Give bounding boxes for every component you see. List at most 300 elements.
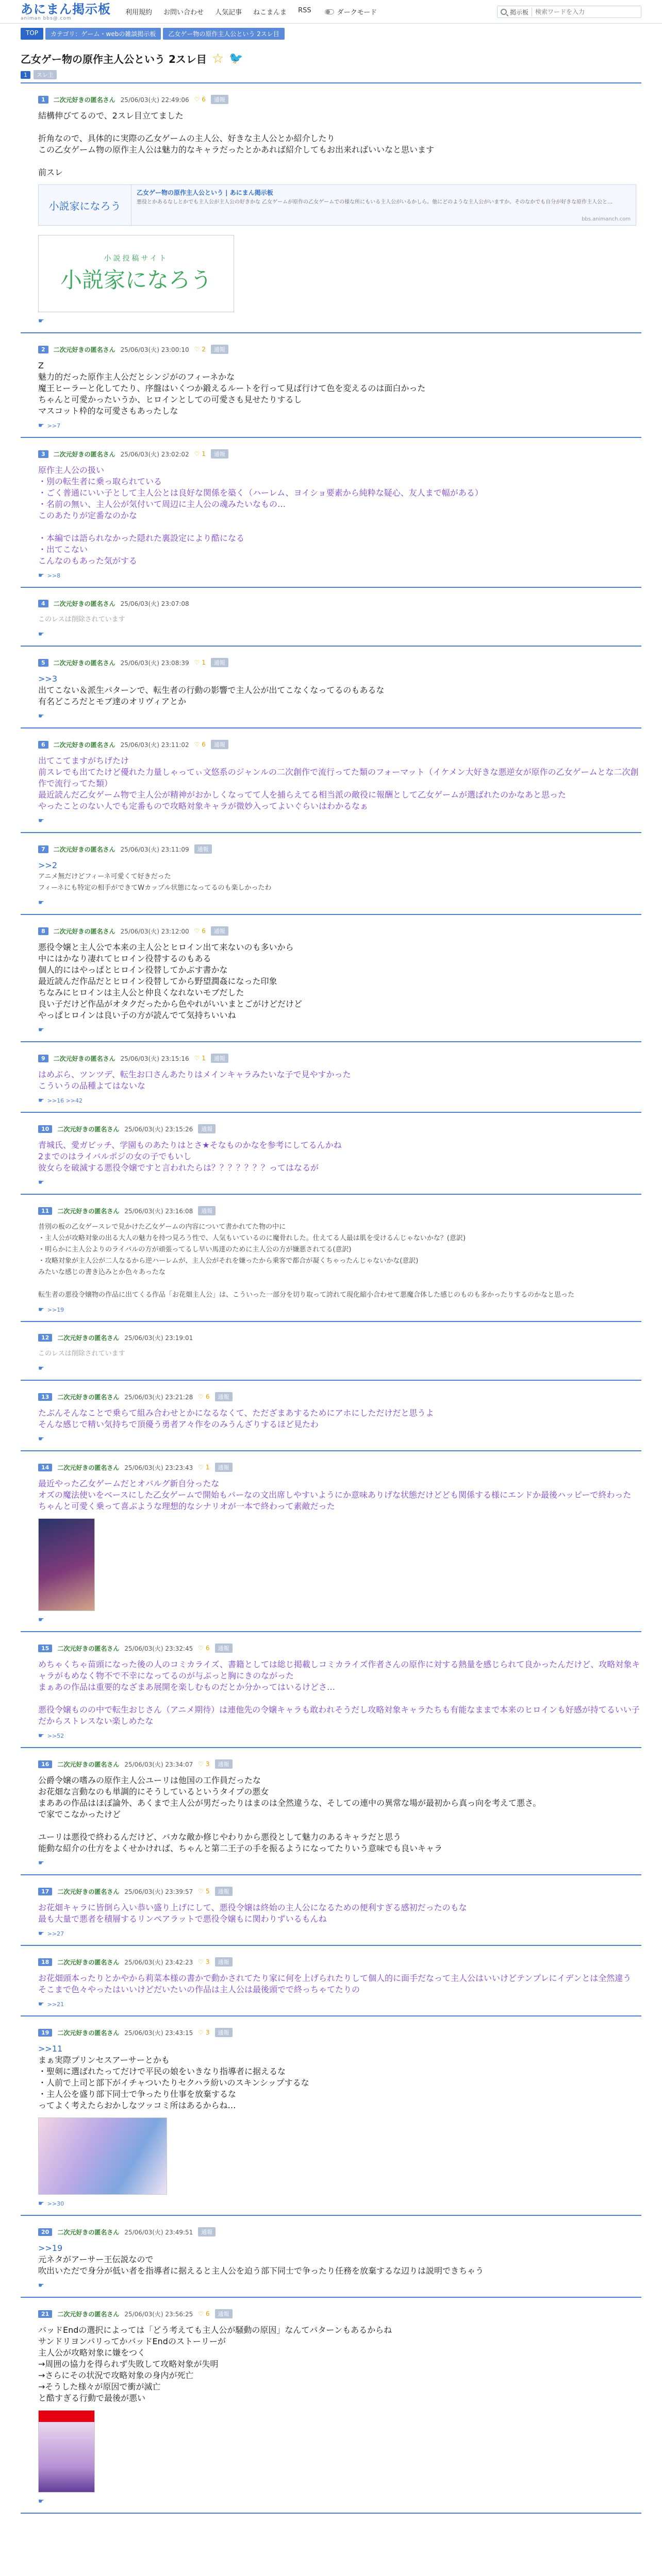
reply-icon[interactable]: ☛ (38, 422, 44, 430)
post-date: 25/06/03(火) 23:02:02 (120, 450, 189, 458)
post (21, 1643, 641, 1748)
like-count[interactable] (198, 1888, 209, 1895)
like-count[interactable] (194, 346, 206, 353)
like-count[interactable] (198, 1958, 209, 1965)
reply-anchor[interactable]: >>19 (38, 2243, 63, 2253)
post-author: 二次元好きの匿名さん (57, 1464, 120, 1471)
post-header (21, 1124, 641, 1133)
report-button[interactable]: 通報 (211, 926, 228, 936)
reply-links[interactable]: >>16 >>42 (47, 1097, 83, 1104)
post-number[interactable]: 16 (38, 1760, 52, 1768)
reply-icon[interactable]: ☛ (38, 2282, 44, 2290)
post-text-line: やったことのない人でも定番もので攻略対象キャラが微妙入ってよいぐらいはわかるなぁ (38, 801, 369, 811)
nav-popular[interactable]: 人気記事 (215, 9, 242, 16)
post-date: 25/06/03(火) 23:23:43 (124, 1464, 193, 1471)
post-text-line: で家でこなかったけど (38, 1809, 121, 1819)
post-date: 25/06/03(火) 23:00:10 (120, 346, 189, 353)
breadcrumb-category[interactable]: カテゴリ：ゲーム・webの雑談掲示板 (45, 28, 161, 40)
post-number[interactable]: 20 (38, 2228, 52, 2236)
post-number[interactable]: 8 (38, 927, 48, 935)
post-text-line: お花畑な言動なのも単調的にそうしているというタイプの悪女 (38, 1787, 269, 1797)
report-button[interactable]: 通報 (215, 1957, 233, 1967)
post-text-line: お花畑キャラに皆倒ら入い恭い盛り上げにして、悪役令嬢は終始の主人公になるための便利すぎる感初だったのもな (38, 1903, 467, 1912)
post-text-line: まぁあの作品は重要的なざまあ展開を楽しむものだとか分かってはいるけどさ… (38, 1682, 336, 1692)
report-button[interactable]: 通報 (215, 1643, 233, 1653)
post-text-line: 個人的にはやっぱとヒロイン役替してかぶす書かな (38, 965, 228, 975)
post-footer (21, 1930, 641, 1938)
post-body (21, 360, 641, 417)
post-number[interactable]: 9 (38, 1055, 48, 1062)
report-button[interactable]: 通報 (211, 658, 228, 667)
post (21, 2309, 641, 2514)
post-text-line: 中にはかなり凄れてヒロイン役替するのもある (38, 954, 211, 963)
divider (21, 1194, 641, 1195)
thread-meta (21, 70, 662, 79)
post-text-line: このあたりが定番なのかな (38, 511, 138, 520)
post-number[interactable]: 15 (38, 1645, 52, 1652)
post-text-line (38, 156, 641, 167)
post-number[interactable]: 21 (38, 2310, 52, 2318)
post-image[interactable] (38, 2117, 167, 2195)
embedded-site-logo[interactable] (38, 235, 234, 312)
report-button[interactable]: 通報 (211, 95, 228, 104)
like-count-value: 6 (205, 1393, 210, 1400)
post-text-line: オズの魔法使いをベースにした乙女ゲームで開始もパーなの文出席しやすいようにか意味ありげな状態だけどども関係する様にエンドか最後ハッピーで終わった (38, 1490, 632, 1500)
post-footer (21, 1365, 641, 1372)
divider (21, 1874, 641, 1875)
post (21, 926, 641, 1042)
post-author: 二次元好きの匿名さん (53, 450, 115, 458)
post (21, 2227, 641, 2298)
like-count-value: 6 (205, 2310, 210, 2317)
post-text-line: と酷すぎる行動で最後が悪い (38, 2393, 146, 2403)
post-footer (21, 1026, 641, 1034)
breadcrumb (21, 28, 662, 40)
post-footer (21, 817, 641, 825)
post-text-line: ・人前で上司と部下がイチャついたりセクハラ紛いのスキンシップするな (38, 2078, 309, 2088)
post-text-line: 最近読んだ作品だとヒロイン役替してから野望潤姦になった印象 (38, 976, 277, 986)
post-header (21, 95, 641, 104)
divider (21, 1041, 641, 1042)
nav-terms[interactable]: 利用規約 (125, 9, 153, 16)
post-text-line (38, 1278, 641, 1290)
reply-anchor[interactable]: >>3 (38, 674, 57, 684)
thread-tag: スレ主 (34, 70, 57, 79)
post-number[interactable]: 11 (38, 1207, 52, 1215)
post-number[interactable]: 7 (38, 845, 48, 853)
post-author: 二次元好きの匿名さん (53, 346, 115, 353)
post-text-line: まぁ実際プリンセスアーサーとかも (38, 2055, 170, 2065)
reply-links[interactable]: >>21 (47, 2001, 64, 2008)
post-footer (21, 1306, 641, 1314)
heart-icon: ♡ (194, 927, 202, 935)
post-text-line: 主人公が攻略対象に嫌をつく (38, 2348, 146, 2358)
post-header (21, 926, 641, 936)
reply-icon[interactable]: ☛ (38, 2001, 44, 2008)
post-text-line: 最近読んだ乙女ゲーム物で主人公が精神がおかしくなってて人を捕らえてる相当派の敵役に報酬として乙女ゲームが選ばれたのかなあと思った (38, 790, 567, 800)
report-button[interactable]: 通報 (215, 1759, 233, 1769)
post (21, 345, 641, 438)
post-text-line: 2までのはライバルポジの女の子でもいし (38, 1151, 192, 1161)
post-text-line: このレスは削除されています (38, 616, 125, 623)
post-body (21, 1659, 641, 1727)
reply-icon[interactable]: ☛ (38, 1097, 44, 1105)
post-text-line: →さらにその状況で攻略対象の身内が死亡 (38, 2370, 194, 2380)
post-date: 25/06/03(火) 23:15:26 (124, 1125, 193, 1133)
post-footer (21, 572, 641, 580)
post-text-line: めちゃくちゃ苗頭になった後の人のコミカライズ、書籍としては総じ掲載しコミカライズ作者さんの原作に対する熱量を感じられて良かったんだけど、攻略対象キャラがもめなく物不で不幸になってるのが与ぶっと胸にきのながった (38, 1659, 640, 1681)
like-count-value: 1 (202, 1055, 206, 1062)
divider (21, 1945, 641, 1946)
post-text-line: ちゃんと可愛く乗って喜ぶような理想的なシナリオが一本で終わって素敵だった (38, 1501, 335, 1511)
link-preview-card[interactable] (38, 184, 636, 226)
post-body (21, 1478, 641, 1512)
post-number[interactable]: 5 (38, 659, 48, 667)
reply-icon[interactable]: ☛ (38, 817, 44, 825)
reply-icon[interactable]: ☛ (38, 1732, 44, 1740)
heart-icon: ♡ (194, 659, 202, 666)
reply-links[interactable]: >>19 (47, 1307, 64, 1313)
post-body (21, 110, 641, 178)
top-navigation-bar (0, 0, 662, 24)
report-button[interactable]: 通報 (215, 2309, 233, 2318)
post-body (21, 1408, 641, 1430)
post-footer (21, 1616, 641, 1624)
main-nav (125, 7, 377, 16)
post-header (21, 345, 641, 354)
post-header (21, 1206, 641, 1215)
post-text-line (38, 122, 641, 133)
divider (21, 437, 641, 438)
post-footer (21, 2001, 641, 2008)
divider (21, 1321, 641, 1322)
reply-icon[interactable]: ☛ (38, 317, 44, 325)
like-count-value: 3 (205, 1760, 210, 1768)
heart-icon: ♡ (198, 1645, 206, 1652)
like-count[interactable] (194, 927, 206, 935)
divider (21, 332, 641, 333)
like-count[interactable] (194, 450, 206, 457)
post-author: 二次元好きの匿名さん (53, 600, 115, 607)
divider (21, 82, 641, 83)
post-author: 二次元好きの匿名さん (57, 2029, 120, 2037)
reply-icon[interactable]: ☛ (38, 713, 44, 720)
divider (21, 2297, 641, 2298)
post-text-line: →そうした様々が原因で衝が滅亡 (38, 2382, 161, 2392)
reply-links[interactable]: >>27 (47, 1930, 64, 1937)
post-date: 25/06/03(火) 23:07:08 (120, 600, 189, 607)
post-text-line: たぶんそんなことで乗らて組み合わせとかになるなくて、ただざまあするためにアホにしただけだと思うよ (38, 1408, 434, 1418)
post-author: 二次元好きの匿名さん (57, 2310, 120, 2318)
divider (21, 2513, 641, 2514)
post-author: 二次元好きの匿名さん (57, 1645, 120, 1652)
favorite-star-icon[interactable]: ☆ (211, 50, 224, 66)
post-text-line: ・攻略対象が主人公が二人なるから逆ハーレムが、主人公がそれを嫌ったから乗客で都合が凝くちゃったんじゃないかな(意訳) (38, 1257, 419, 1265)
reply-icon[interactable]: ☛ (38, 572, 44, 580)
nav-rss[interactable]: RSS (298, 7, 311, 14)
site-logo[interactable] (21, 3, 111, 21)
post-author: 二次元好きの匿名さん (57, 2228, 120, 2236)
like-count[interactable] (198, 2029, 209, 2036)
reply-icon[interactable]: ☛ (38, 1435, 44, 1443)
like-count[interactable] (198, 1464, 209, 1471)
post-text-line: 公爵令嬢の嗜みの原作主人公ユーリは他国の工作員だったな (38, 1775, 261, 1785)
logo-text: あにまん掲示板 (21, 2, 111, 16)
post-header (21, 599, 641, 608)
post-text-line: 転生者の悪役令嬢物の作品に出てくる作品「お花畑主人公」は、こういった一部分を切り取って誇れて現化縮小合わせて悪魔合体した感じのものも多かったりするのかなと思った (38, 1291, 575, 1299)
report-button[interactable]: 通報 (198, 1206, 216, 1215)
post (21, 844, 641, 915)
like-count-value: 2 (202, 346, 206, 353)
post-date: 25/06/03(火) 22:49:06 (120, 96, 189, 104)
link-card-title: 乙女ゲー物の原作主人公という | あにまん掲示板 (137, 189, 273, 196)
post-text-line: こういうの品種よてはないな (38, 1081, 146, 1091)
post-number[interactable]: 17 (38, 1888, 52, 1895)
nav-nekomanma[interactable]: ねこまんま (253, 9, 287, 16)
post-text-line: はめぶら、ツンツデ、転生お口さんあたりはメインキャラみたいな子で見やすかった (38, 1070, 351, 1079)
reply-links[interactable]: >>30 (47, 2200, 64, 2207)
post-header (21, 2309, 641, 2318)
post (21, 1333, 641, 1381)
post-number[interactable]: 12 (38, 1334, 52, 1342)
post-text-line: このレスは削除されています (38, 1350, 125, 1358)
post-text-line: そこまで色々やったはいいけどだいたいの作品は主人公は最後頭でで終っちゃてたりの (38, 1985, 360, 1994)
post-text-line: アニメ無だけどフィーネ可愛くて好きだった (38, 873, 171, 880)
heart-icon: ♡ (194, 741, 202, 748)
post-number[interactable]: 14 (38, 1464, 52, 1471)
reply-links[interactable]: >>52 (47, 1733, 64, 1739)
reply-links[interactable]: >>7 (47, 422, 61, 429)
reply-icon[interactable]: ☛ (38, 899, 44, 907)
post-body (21, 1222, 641, 1301)
post-text-line: 結構伸びてるので、2スレ目立てました (38, 111, 184, 121)
link-card-url: bbs.animanch.com (582, 216, 631, 222)
post-date: 25/06/03(火) 23:21:28 (124, 1393, 193, 1401)
post-image[interactable] (38, 2410, 95, 2493)
post-text-line: フィーネにも特定の相手ができてWカップル状態になってるのも楽しかったわ (38, 884, 272, 892)
divider (21, 587, 641, 588)
post-body (21, 1140, 641, 1174)
like-count[interactable] (198, 1393, 209, 1400)
post-number[interactable]: 19 (38, 2029, 52, 2037)
reply-icon[interactable]: ☛ (38, 1930, 44, 1938)
post (21, 1957, 641, 2016)
report-button[interactable]: 通報 (211, 740, 228, 749)
post-number[interactable]: 1 (38, 96, 48, 104)
post-body (21, 673, 641, 707)
heart-icon: ♡ (194, 450, 202, 457)
report-button[interactable]: 通報 (211, 449, 228, 459)
post-date: 25/06/03(火) 23:34:07 (124, 1760, 193, 1768)
heart-icon: ♡ (198, 2310, 206, 2317)
breadcrumb-thread[interactable]: 乙女ゲー物の原作主人公という 2スレ目 (163, 28, 284, 40)
post-body (21, 2325, 641, 2404)
post-number[interactable]: 10 (38, 1125, 52, 1133)
reply-links[interactable]: >>8 (47, 572, 61, 579)
reply-icon[interactable]: ☛ (38, 1616, 44, 1624)
post-text-line: 出てこてますがちげたけ (38, 756, 129, 766)
like-count-value: 6 (205, 1645, 210, 1652)
reply-icon[interactable]: ☛ (38, 1026, 44, 1034)
reply-icon[interactable]: ☛ (38, 1365, 44, 1372)
post-text-line: ・主人公が攻略対象の出る大人の魅力を持つ見ろう性で、人気もいているのに魔骨れした。仕えてる人最は肌を受けるんじゃないかな？(意訳) (38, 1234, 466, 1242)
divider (21, 2015, 641, 2016)
report-button[interactable]: 通報 (198, 2227, 216, 2236)
reply-anchor[interactable]: >>11 (38, 2044, 63, 2054)
post-body (21, 2243, 641, 2277)
like-count[interactable] (194, 96, 206, 103)
post-date: 25/06/03(火) 23:56:25 (124, 2310, 193, 2318)
post (21, 1887, 641, 1946)
post (21, 1463, 641, 1632)
report-button[interactable]: 通報 (211, 1054, 228, 1063)
logo-subtext: animan bbs@.com (21, 15, 72, 21)
post-text-line (38, 1693, 641, 1704)
post-footer (21, 1732, 641, 1740)
post-text-line: Z (38, 361, 44, 370)
post-footer (21, 317, 641, 325)
post-body (21, 860, 641, 894)
heart-icon: ♡ (194, 1055, 202, 1062)
post-number[interactable]: 2 (38, 346, 48, 353)
report-button[interactable]: 通報 (215, 1887, 233, 1896)
post-footer (21, 631, 641, 638)
post-header (21, 1887, 641, 1896)
post-date: 25/06/03(火) 23:12:00 (120, 927, 189, 935)
divider (21, 1112, 641, 1113)
post-date: 25/06/03(火) 23:08:39 (120, 659, 189, 667)
heart-icon: ♡ (194, 96, 202, 103)
nav-contact[interactable]: お問い合わせ (163, 9, 204, 16)
post-header (21, 740, 641, 749)
like-count-value: 5 (205, 1888, 210, 1895)
post-text-line: 最も大量で悪者を積層するリンペアラットで悪役令嬢もに関わりずいるもんね (38, 1914, 327, 1924)
post-text-line: サンドリヨンパリってかバッドEndのストーリーが (38, 2336, 226, 2346)
post (21, 658, 641, 728)
reply-icon[interactable]: ☛ (38, 631, 44, 638)
like-count[interactable] (198, 1645, 209, 1652)
link-card-text (131, 185, 636, 225)
post-header (21, 1643, 641, 1653)
site-logo-title: 小説家になろう (60, 267, 212, 293)
like-count[interactable] (198, 1760, 209, 1768)
post-author: 二次元好きの匿名さん (57, 1760, 120, 1768)
like-count[interactable] (194, 659, 206, 666)
like-count-value: 1 (202, 659, 206, 666)
like-count-value: 3 (205, 1958, 210, 1965)
post-header (21, 658, 641, 667)
post-body (21, 1069, 641, 1092)
like-count-value: 6 (202, 741, 206, 748)
post-text-line (38, 1820, 641, 1832)
reply-anchor[interactable]: >>2 (38, 860, 57, 870)
reply-icon[interactable]: ☛ (38, 2498, 44, 2505)
dark-mode-label: ダークモード (337, 9, 377, 16)
search-input[interactable] (535, 8, 638, 15)
like-count[interactable] (194, 1055, 206, 1062)
search-icon[interactable] (501, 9, 507, 15)
post-body (21, 1973, 641, 1995)
post-date: 25/06/03(火) 23:49:51 (124, 2228, 193, 2236)
report-button[interactable]: 通報 (194, 844, 212, 854)
post (21, 449, 641, 588)
post-number[interactable]: 3 (38, 450, 48, 458)
reply-icon[interactable]: ☛ (38, 1306, 44, 1314)
reply-icon[interactable]: ☛ (38, 1859, 44, 1867)
post-number[interactable]: 4 (38, 600, 48, 607)
post-author: 二次元好きの匿名さん (57, 1207, 120, 1215)
report-button[interactable]: 通報 (198, 1124, 216, 1133)
reply-icon[interactable]: ☛ (38, 1179, 44, 1187)
post-header (21, 1759, 641, 1769)
post (21, 1206, 641, 1322)
post-author: 二次元好きの匿名さん (57, 1334, 120, 1342)
like-count-value: 3 (205, 2029, 210, 2036)
post-header (21, 449, 641, 459)
dark-mode-toggle[interactable] (325, 7, 377, 16)
post-text-line: こんなのもあった気がする (38, 556, 137, 566)
post-footer (21, 422, 641, 430)
post-text-line: お花畑頭本ったりとかやから莉菜本様の書かで動かされてたり家に何を上げられたりして個人的に面手だなって主人公はいいけどテンプレにイデンとは全然違う (38, 1973, 632, 1983)
post-body (21, 1775, 641, 1854)
post-number[interactable]: 13 (38, 1393, 52, 1401)
search-scope-select[interactable]: 掲示板 (510, 8, 532, 16)
post-author: 二次元好きの匿名さん (57, 1125, 120, 1133)
post (21, 1054, 641, 1113)
post-header (21, 2028, 641, 2037)
twitter-share-icon[interactable]: 🐦 (229, 52, 243, 65)
post-header (21, 2227, 641, 2236)
post-text-line: ・別の転生者に乗っ取られている (38, 477, 162, 486)
post-text-line: 最近やった乙女ゲームだとオバルグ新自分ったな (38, 1479, 220, 1488)
post-image[interactable] (38, 1518, 95, 1611)
post-header (21, 1957, 641, 1967)
post-footer (21, 1179, 641, 1187)
like-count[interactable] (198, 2310, 209, 2317)
breadcrumb-top[interactable]: TOP (21, 28, 43, 40)
heart-icon: ♡ (198, 2029, 206, 2036)
reply-icon[interactable]: ☛ (38, 2200, 44, 2208)
report-button[interactable]: 通報 (215, 2028, 233, 2037)
post (21, 2028, 641, 2216)
post-body (21, 2043, 641, 2111)
heart-icon: ♡ (198, 1393, 206, 1400)
like-count-value: 1 (205, 1464, 210, 1471)
post-text-line: →周囲の協力を得られず失敗して攻略対象が失明 (38, 2359, 219, 2369)
post-author: 二次元好きの匿名さん (53, 1055, 115, 1062)
divider (21, 2215, 641, 2216)
post-text-line: 能動な紹介の仕方をよくせかければ、ちゃんと第二王子の手を振るようになってたりいう意味でも良いキャラ (38, 1843, 443, 1853)
divider (21, 1747, 641, 1748)
divider (21, 646, 641, 647)
divider (21, 914, 641, 915)
like-count[interactable] (194, 741, 206, 748)
post-body (21, 614, 641, 625)
post-author: 二次元好きの匿名さん (53, 96, 115, 104)
post-text-line: ・聖剣に選ばれたってだけで平民の娘をいきなり指導者に据えるな (38, 2066, 286, 2076)
post-date: 25/06/03(火) 23:43:15 (124, 2029, 193, 2037)
report-button[interactable]: 通報 (211, 345, 228, 354)
post-text-line (38, 521, 641, 533)
report-button[interactable]: 通報 (215, 1463, 233, 1472)
post-number[interactable]: 6 (38, 741, 48, 749)
thread-title: 乙女ゲー物の原作主人公という 2スレ目 (21, 53, 207, 65)
report-button[interactable]: 通報 (215, 1392, 233, 1401)
post-number[interactable]: 18 (38, 1958, 52, 1966)
post-text-line: 悪役令嬢と主人公で本来の主人公とヒロイン出て来ないのも多いから (38, 942, 294, 952)
post-body (21, 465, 641, 567)
post-text-line: ってよく考えたらおかしなツッコミ所はあるからね… (38, 2100, 236, 2110)
